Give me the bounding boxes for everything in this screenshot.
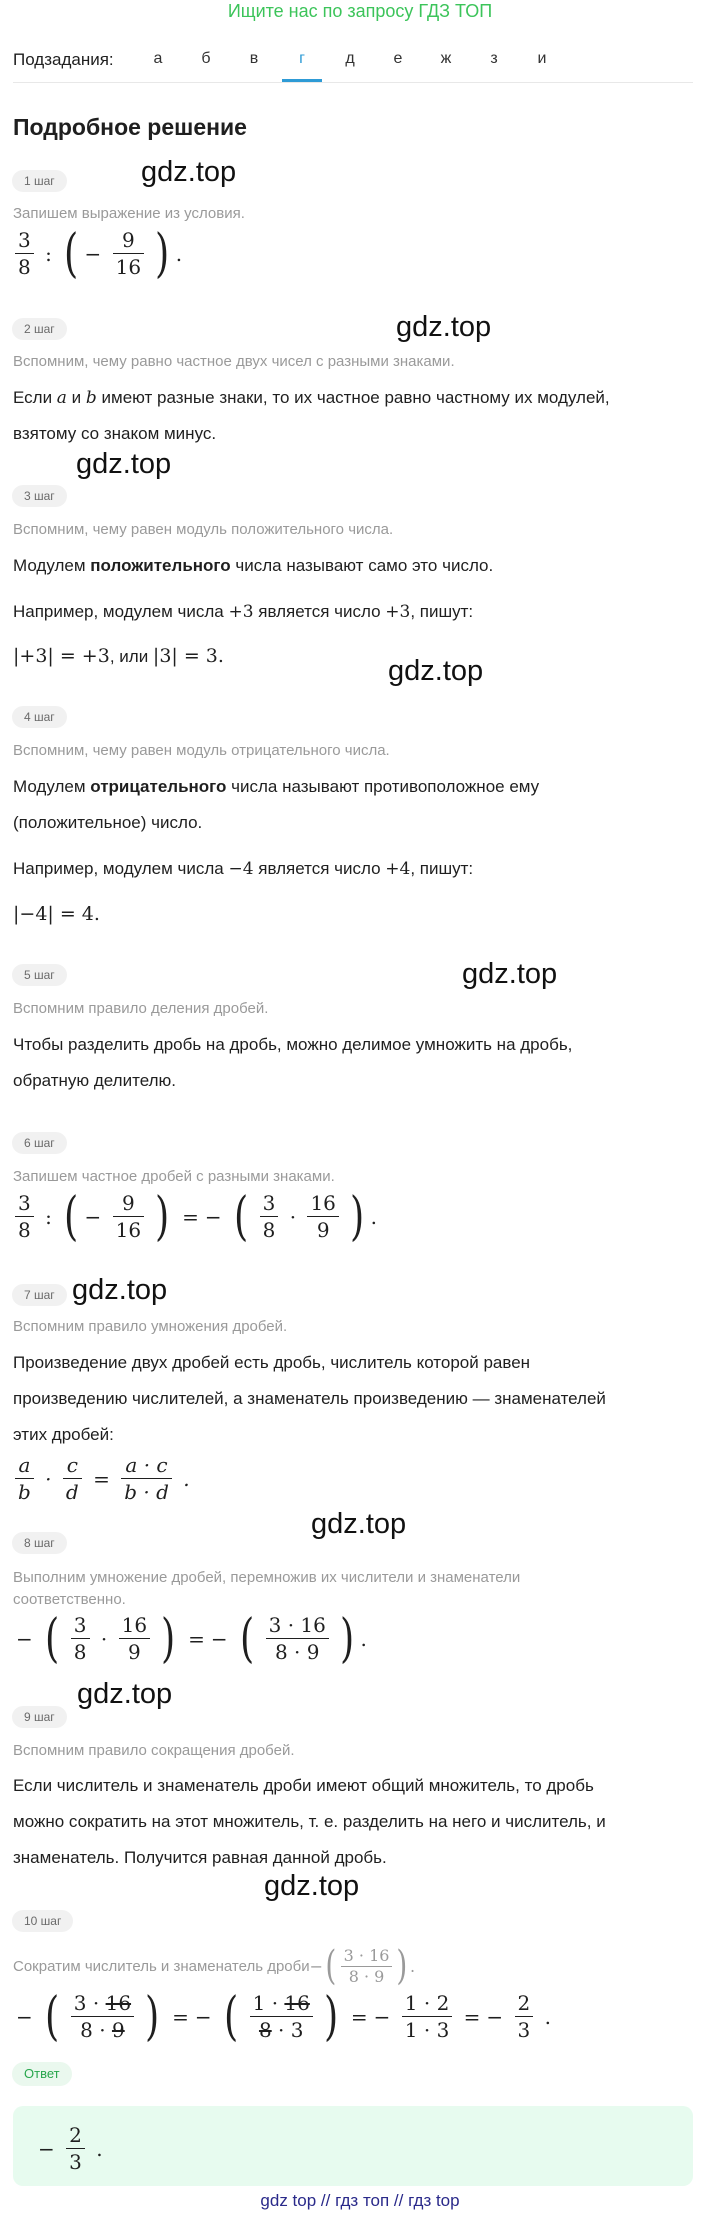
tab-i[interactable]: и (537, 50, 547, 67)
watermark: gdz.top (311, 1508, 407, 1540)
step-hint: Сократим числитель и знаменатель дроби − ( $\frac{3 \cdot 16}{8 \cdot 9}$ ) . (13, 1943, 416, 1989)
step-hint: Запишем частное дробей с разными знаками. (13, 1168, 335, 1185)
fraction: $\frac{3}{8}$ (260, 1190, 279, 1243)
watermark: gdz.top (141, 156, 237, 188)
watermark: gdz.top (77, 1678, 173, 1710)
step-badge: 7 шаг (12, 1284, 67, 1306)
formula: − ( $\frac{3 \cdot 16}{8 \cdot 9}$ ) = − ( $\frac{1 \cdot 16}{8 \cdot 3}$ ) = − $\frac{1 \cdot 2}{1 \cdot 3}$ = − $\frac{2}{3}$ . (16, 1986, 551, 2047)
step-hint: Запишем выражение из условия. (13, 205, 245, 222)
footer-links[interactable]: gdz top // гдз топ // гдз top (260, 2191, 460, 2210)
step-hint: Вспомним правило сокращения дробей. (13, 1742, 295, 1759)
formula: $\frac{3}{8}$ : ( − $\frac{9}{16}$ ) . (13, 227, 185, 280)
step-badge: 5 шаг (12, 964, 67, 986)
step-badge: 2 шаг (12, 318, 67, 340)
fraction: $\frac{9}{16}$ (113, 1190, 144, 1243)
fraction: $\frac{3}{8}$ (15, 1190, 34, 1243)
watermark: gdz.top (264, 1870, 360, 1902)
formula: $\frac{3}{8}$ : ( − $\frac{9}{16}$ ) = − ( $\frac{3}{8}$ · $\frac{16}{9}$ ) . (13, 1190, 380, 1243)
step-hint: соответственно. (13, 1591, 126, 1608)
step-text: Произведение двух дробей есть дробь, числитель которой равен произведению числителей, а знаменатель произведению — знаменателей этих дробей: (13, 1353, 606, 1444)
step-formula: |−4| = 4. (13, 903, 100, 925)
fraction: $\frac{16}{9}$ (307, 1190, 338, 1243)
tab-a[interactable]: а (153, 50, 163, 67)
step-hint: Вспомним правило деления дробей. (13, 1000, 269, 1017)
section-title: Подробное решение (13, 114, 247, 140)
step-text: Модулем отрицательного числа называют противоположное ему (положительное) число. (13, 777, 540, 832)
watermark: gdz.top (396, 311, 492, 343)
step-badge: 3 шаг (12, 485, 67, 507)
step-text: Если числитель и знаменатель дроби имеют общий множитель, то дробь можно сократить на этот множитель, т. е. разделить на него и числитель, и знаменатель. Получится равная данной дробь. (13, 1776, 606, 1867)
fraction: $\frac{16}{9}$ (119, 1612, 150, 1665)
step-badge: 6 шаг (12, 1132, 67, 1154)
fraction: $\frac{9}{16}$ (113, 227, 144, 280)
fraction: $\frac{3}{8}$ (71, 1612, 90, 1665)
fraction: $\frac{1 \cdot 16}{8 \cdot 3}$ (250, 1990, 313, 2043)
step-badge: 10 шаг (12, 1910, 73, 1932)
step-hint: Выполним умножение дробей, перемножив их числители и знаменатели (13, 1569, 521, 1586)
step-hint: Вспомним правило умножения дробей. (13, 1318, 288, 1335)
watermark: gdz.top (76, 448, 172, 480)
step-hint: Вспомним, чему равен модуль положительного числа. (13, 521, 394, 538)
step-hint: Вспомним, чему равен модуль отрицательного числа. (13, 742, 390, 759)
step-formula: |+3| = +3, или |3| = 3. (13, 645, 224, 667)
tab-z[interactable]: з (490, 50, 498, 67)
subtasks-label: Подзадания: (13, 50, 114, 69)
fraction: $\frac{3}{8}$ (15, 227, 34, 280)
step-hint: Вспомним, чему равно частное двух чисел с разными знаками. (13, 353, 455, 370)
watermark: gdz.top (388, 655, 484, 687)
top-banner[interactable]: Ищите нас по запросу ГДЗ ТОП (227, 1, 493, 21)
step-badge: 4 шаг (12, 706, 67, 728)
formula: $\frac{a}{b}$ · $\frac{c}{d}$ = $\frac{a \cdot c}{b \cdot d}$ . (13, 1452, 193, 1505)
tab-v[interactable]: в (249, 50, 259, 67)
step-text: Модулем положительного числа называют само это число. (13, 556, 494, 575)
subtasks-bar (13, 46, 693, 83)
tab-d[interactable]: д (345, 50, 355, 67)
step-badge: 1 шаг (12, 170, 67, 192)
fraction: $\frac{a \cdot c}{b \cdot d}$ (121, 1452, 172, 1505)
fraction: $\frac{c}{d}$ (63, 1452, 82, 1505)
step-example: Например, модулем числа +3 является число +3, пишут: (13, 602, 474, 622)
fraction: $\frac{2}{3}$ (66, 2122, 85, 2175)
tab-e[interactable]: е (393, 50, 403, 67)
fraction: $\frac{3 \cdot 16}{8 \cdot 9}$ (266, 1612, 329, 1665)
watermark: gdz.top (72, 1274, 168, 1306)
fraction: $\frac{a}{b}$ (15, 1452, 34, 1505)
tab-g[interactable]: г (282, 46, 322, 82)
fraction: $\frac{2}{3}$ (515, 1990, 534, 2043)
tab-zh[interactable]: ж (440, 50, 452, 67)
step-badge: 9 шаг (12, 1706, 67, 1728)
fraction: $\frac{1 \cdot 2}{1 \cdot 3}$ (402, 1990, 453, 2043)
formula: − ( $\frac{3}{8}$ · $\frac{16}{9}$ ) = − ( $\frac{3 \cdot 16}{8 \cdot 9}$ ) . (16, 1608, 367, 1669)
step-text: Чтобы разделить дробь на дробь, можно делимое умножить на дробь, обратную делителю. (13, 1035, 573, 1090)
step-text: Если a и b имеют разные знаки, то их частное равно частному их модулей, взятому со знаком минус. (13, 388, 610, 443)
watermark: gdz.top (462, 958, 558, 990)
answer-formula: − $\frac{2}{3}$ . (38, 2123, 103, 2174)
fraction: $\frac{3 \cdot 16}{8 \cdot 9}$ (341, 1946, 393, 1987)
step-badge: 8 шаг (12, 1532, 67, 1554)
step-example: Например, модулем числа −4 является число +4, пишут: (13, 859, 474, 879)
fraction: $\frac{3 \cdot 16}{8 \cdot 9}$ (71, 1990, 134, 2043)
tab-b[interactable]: б (201, 50, 211, 67)
answer-box (13, 2106, 693, 2186)
answer-badge: Ответ (12, 2062, 72, 2086)
